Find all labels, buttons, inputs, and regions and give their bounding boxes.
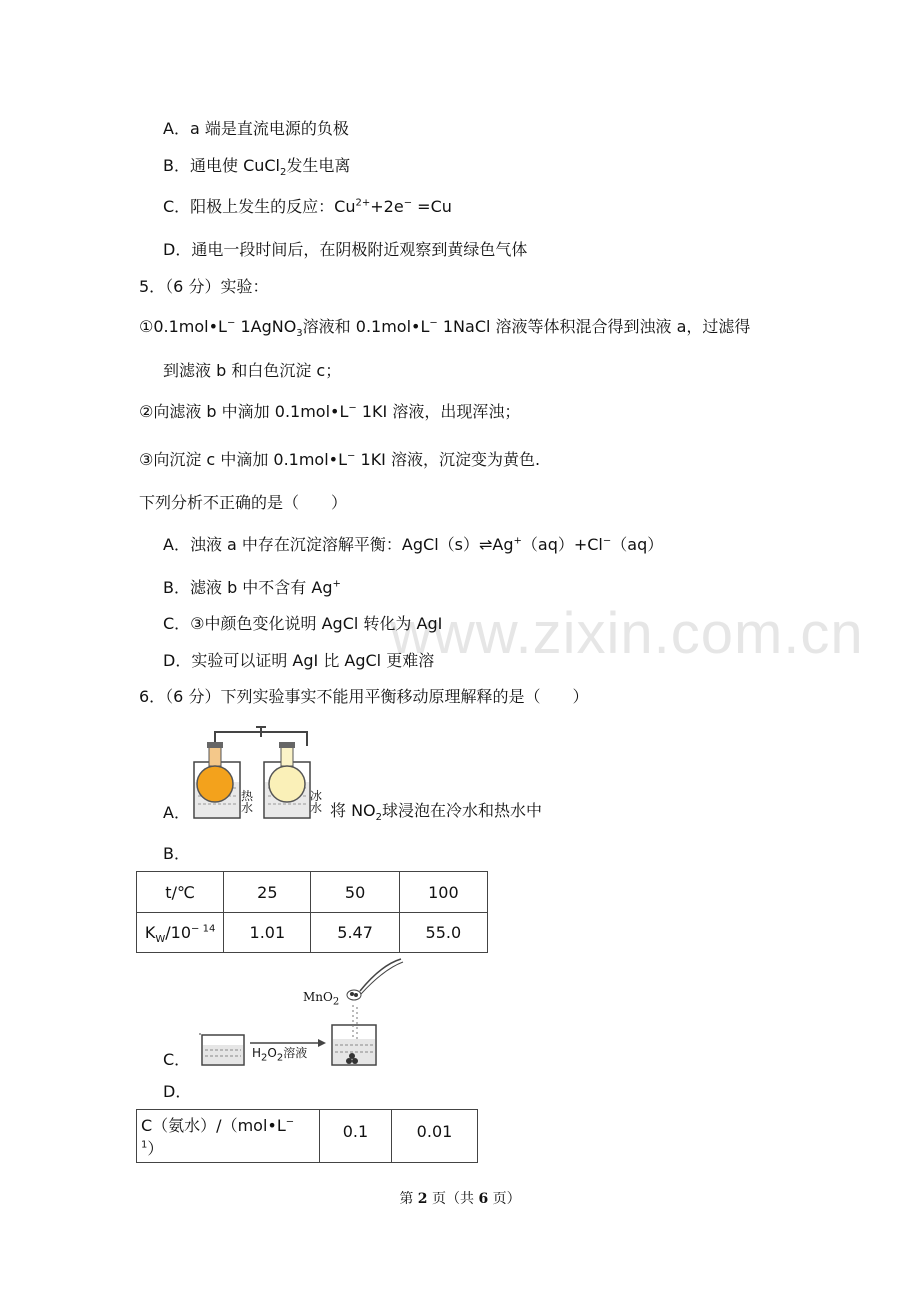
q5-step-1-cont: 到滤液 b 和白色沉淀 c； <box>163 361 342 380</box>
text: 将 NO <box>330 801 376 820</box>
text: +2e <box>370 197 404 216</box>
superscript: − <box>347 450 356 462</box>
q5-question: 下列分析不正确的是（ ） <box>139 493 348 512</box>
superscript: − <box>226 317 236 329</box>
text: 溶液 <box>283 1046 308 1060</box>
text: 1AgNO <box>235 317 297 336</box>
subscript: 2 <box>261 1052 268 1064</box>
q5-header: 5．（6 分）实验： <box>139 277 269 296</box>
q4-option-d: D．通电一段时间后，在阴极附近观察到黄绿色气体 <box>163 240 528 259</box>
superscript: + <box>332 578 341 590</box>
text: /10 <box>165 923 192 942</box>
table-cell: 0.01 <box>391 1110 477 1163</box>
text: K <box>144 923 156 942</box>
h2o2-label <box>252 1046 308 1064</box>
table-row <box>137 872 488 913</box>
hot-water-label: 热水 <box>241 789 254 815</box>
superscript: − <box>348 402 357 414</box>
text: 第 <box>399 1191 418 1207</box>
text: A．浊液 a 中存在沉淀溶解平衡：AgCl（s）⇌Ag <box>163 535 514 554</box>
table-cell <box>137 1110 320 1163</box>
table-cell <box>137 913 224 953</box>
q5-option-b <box>163 577 341 599</box>
q6-option-d-label: D． <box>163 1082 192 1101</box>
text: ③向沉淀 c 中滴加 0.1mol•L <box>139 450 348 469</box>
table-cell: 50 <box>311 872 399 913</box>
table-row <box>137 913 488 953</box>
text: B．通电使 CuCl <box>163 156 280 175</box>
text: 1KI 溶液，沉淀变为黄色. <box>355 450 541 469</box>
q6-option-a-text <box>330 800 542 822</box>
text: C．阳极上发生的反应：Cu <box>163 197 356 216</box>
text: C（氨水）/（mol•L <box>141 1116 286 1135</box>
q5-step-3 <box>139 449 540 471</box>
text: ①0.1mol•L <box>139 317 227 336</box>
watermark: www.zixin.com.cn <box>390 601 864 666</box>
text: H <box>252 1046 262 1060</box>
q5-step-1 <box>139 316 750 338</box>
q6-option-b-label: B． <box>163 844 190 863</box>
text: 1NaCl 溶液等体积混合得到浊液 a，过滤得 <box>437 317 751 336</box>
table-cell: 1.01 <box>224 913 311 953</box>
q6-option-a-label: A． <box>163 803 190 822</box>
text: （aq）+Cl <box>521 535 603 554</box>
q5-step-2 <box>139 401 520 423</box>
table-cell: 0.1 <box>319 1110 391 1163</box>
q5-option-a <box>163 534 663 556</box>
page-number: 2 <box>417 1191 428 1207</box>
text: 球浸泡在冷水和热水中 <box>382 801 543 820</box>
q6-option-c-label: C． <box>163 1050 191 1069</box>
superscript: − <box>602 535 612 547</box>
text: =Cu <box>412 197 452 216</box>
q4-option-b <box>163 155 350 177</box>
table-cell: 55.0 <box>399 913 487 953</box>
superscript: − 1 <box>141 1116 295 1151</box>
subscript: 2 <box>332 996 340 1008</box>
subscript: 2 <box>276 1052 284 1064</box>
text: 发生电离 <box>286 156 351 175</box>
text: 页（共 <box>427 1191 479 1207</box>
subscript: 3 <box>296 328 303 340</box>
text: ②向滤液 b 中滴加 0.1mol•L <box>139 402 349 421</box>
q5-option-d: D．实验可以证明 AgI 比 AgCl 更难溶 <box>163 651 435 670</box>
superscript: − <box>429 317 438 329</box>
no2-flasks-figure <box>190 724 330 824</box>
table-cell: 100 <box>399 872 487 913</box>
table-row <box>137 1110 478 1163</box>
q5-option-c: C．③中颜色变化说明 AgCl 转化为 AgI <box>163 614 443 633</box>
mno2-label <box>303 990 340 1008</box>
ammonia-table <box>136 1109 478 1163</box>
text: B．滤液 b 中不含有 Ag <box>163 578 333 597</box>
table-cell: 25 <box>224 872 311 913</box>
table-cell: 5.47 <box>311 913 399 953</box>
text: 页） <box>488 1191 521 1207</box>
text: ） <box>147 1139 164 1158</box>
q6-header: 6．（6 分）下列实验事实不能用平衡移动原理解释的是（ ） <box>139 687 589 706</box>
superscript: − 14 <box>191 923 216 935</box>
text: （aq） <box>611 535 664 554</box>
superscript: 2+ <box>355 197 371 209</box>
superscript: − <box>403 197 413 209</box>
subscript: 2 <box>280 167 287 179</box>
text: MnO <box>303 990 333 1004</box>
q4-option-a: A．a 端是直流电源的负极 <box>163 119 349 138</box>
subscript: W <box>155 934 166 946</box>
kw-table <box>136 871 488 953</box>
text: O <box>267 1046 277 1060</box>
ice-water-label: 冰水 <box>310 789 323 815</box>
text: 溶液和 0.1mol•L <box>302 317 430 336</box>
q4-option-c <box>163 196 452 218</box>
table-cell: t/℃ <box>137 872 224 913</box>
page-total: 6 <box>478 1191 489 1207</box>
subscript: 2 <box>375 812 383 824</box>
superscript: + <box>513 535 522 547</box>
text: 1KI 溶液，出现浑浊； <box>356 402 521 421</box>
page-footer <box>0 1188 920 1208</box>
